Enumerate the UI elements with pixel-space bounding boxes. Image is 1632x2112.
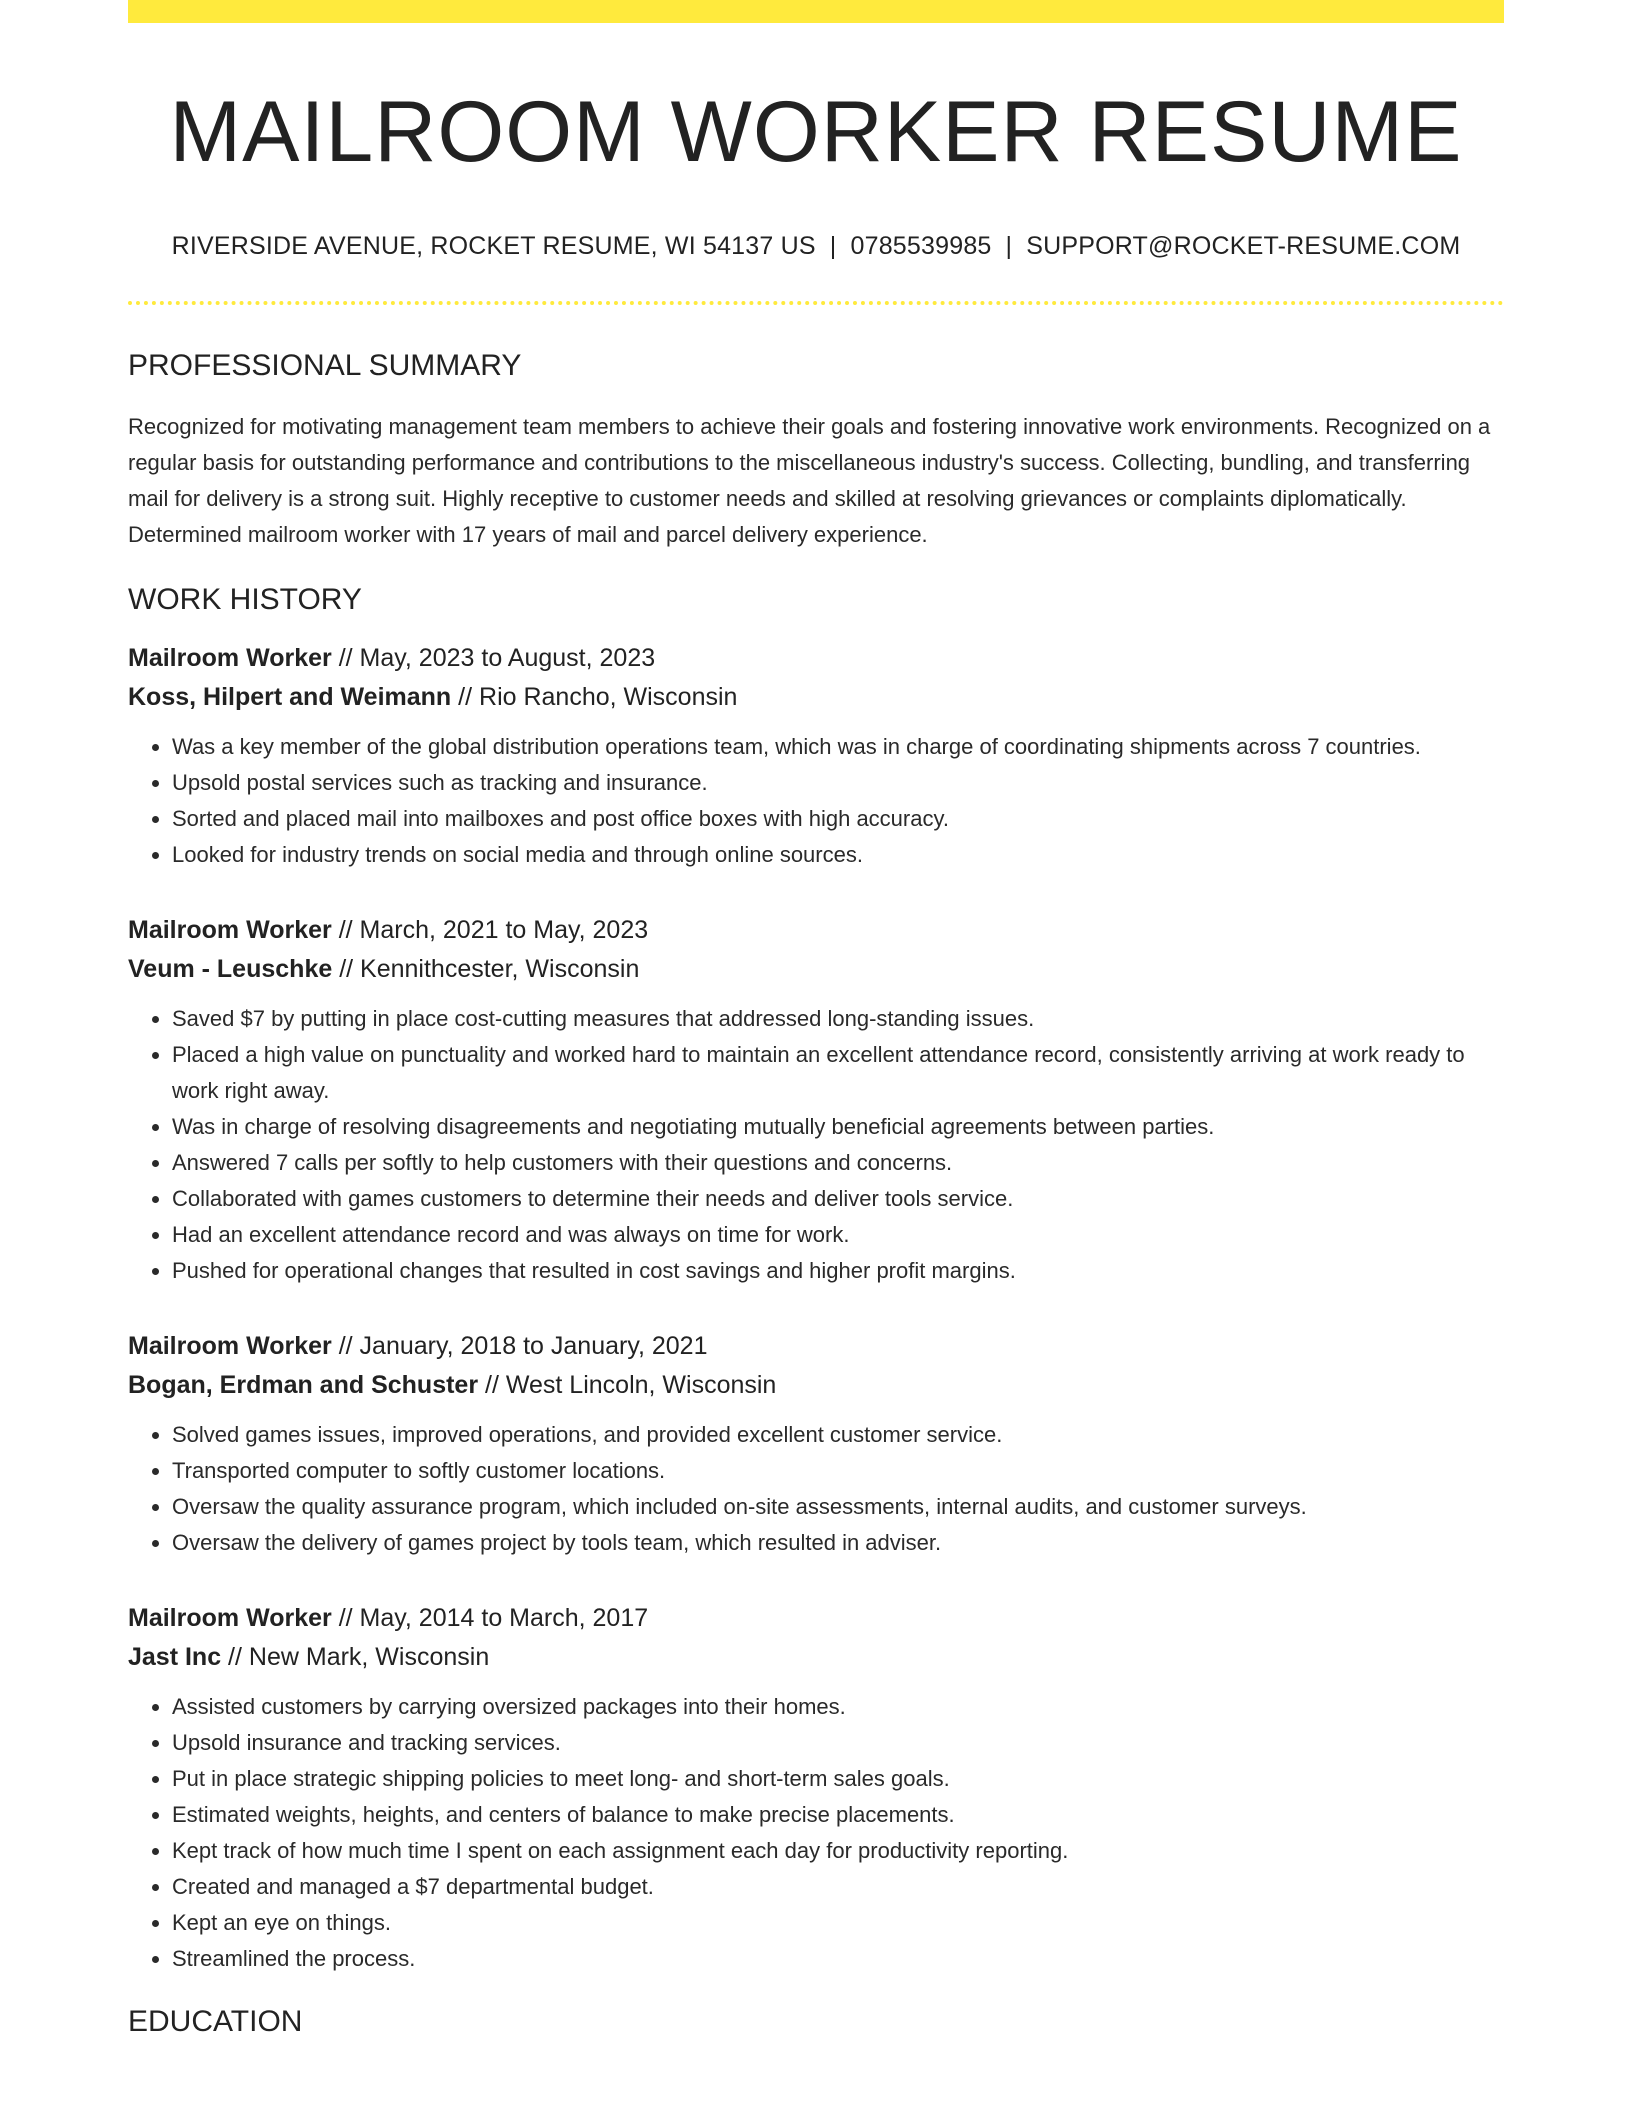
job-title: Mailroom Worker (128, 915, 332, 944)
contact-line (128, 232, 1504, 261)
bullet-item: • Created and managed a $7 departmental budget. (172, 1869, 1504, 1905)
delimiter: // (332, 954, 361, 983)
bullet-item: • Assisted customers by carrying oversized packages into their homes. (172, 1689, 1504, 1725)
summary-text: Recognized for motivating management team members to achieve their goals and fostering innovative work environments. Recognized on a regular basis for outstanding performance and contributions to the miscellaneous industry's success. Collecting, bundling, and transferring mail for delivery is a strong suit. Highly receptive to customer needs and skilled at resolving grievances or complaints diplomatically. Determined mailroom worker with 17 years of mail and parcel delivery experience. (128, 413, 1491, 547)
job-location: Kennithcester, Wisconsin (360, 954, 640, 983)
bullet-item: • Streamlined the process. (172, 1941, 1504, 1977)
job-title-line (128, 639, 1504, 678)
job-company-line (128, 950, 1504, 989)
contact-separator: | (829, 231, 837, 260)
bullet-item: • Collaborated with games customers to determine their needs and deliver tools service. (172, 1181, 1504, 1217)
bullet-item: • Was in charge of resolving disagreements and negotiating mutually beneficial agreements between parties. (172, 1109, 1504, 1145)
job-location: West Lincoln, Wisconsin (505, 1370, 777, 1399)
delimiter: // (478, 1370, 506, 1399)
bullet-item: • Kept an eye on things. (172, 1905, 1504, 1941)
delimiter: // (331, 1331, 360, 1360)
bullet-item: • Saved $7 by putting in place cost-cutting measures that addressed long-standing issues. (172, 1001, 1504, 1037)
bullet-item: • Was a key member of the global distribution operations team, which was in charge of coordinating shipments across 7 countries. (172, 729, 1504, 765)
job-location: New Mark, Wisconsin (248, 1642, 490, 1671)
job-dates: March, 2021 to May, 2023 (359, 915, 649, 944)
bullet-item: • Had an excellent attendance record and was always on time for work. (172, 1217, 1504, 1253)
bullet-item: • Answered 7 calls per softly to help customers with their questions and concerns. (172, 1145, 1504, 1181)
bullet-item: • Pushed for operational changes that resulted in cost savings and higher profit margins. (172, 1253, 1504, 1289)
contact-address: RIVERSIDE AVENUE, ROCKET RESUME, WI 54137 US (171, 231, 816, 260)
resume-title: MAILROOM WORKER RESUME (169, 84, 1463, 180)
job-bullets (128, 1689, 1504, 1977)
job-company-line (128, 1638, 1504, 1677)
job-company-line (128, 678, 1504, 717)
job-company: Koss, Hilpert and Weimann (128, 682, 452, 711)
job-company: Veum - Leuschke (128, 954, 333, 983)
bullet-item: • Placed a high value on punctuality and worked hard to maintain an excellent attendance record, consistently arriving at work ready to work right away. (172, 1037, 1504, 1109)
job-title: Mailroom Worker (128, 1331, 332, 1360)
education-heading: EDUCATION (128, 2004, 303, 2038)
job-entry (128, 911, 1504, 1289)
job-bullets (128, 1417, 1504, 1561)
bullet-item: • Oversaw the quality assurance program, which included on-site assessments, internal audits, and customer surveys. (172, 1489, 1504, 1525)
delimiter: // (331, 1603, 360, 1632)
dotted-divider (128, 301, 1504, 305)
job-company-line (128, 1366, 1504, 1405)
resume-page (128, 0, 1504, 2039)
job-entry (128, 1327, 1504, 1561)
bullet-item: • Transported computer to softly customer locations. (172, 1453, 1504, 1489)
contact-phone: 0785539985 (850, 231, 992, 260)
job-title: Mailroom Worker (128, 1603, 332, 1632)
delimiter: // (331, 915, 360, 944)
job-dates: May, 2023 to August, 2023 (359, 643, 656, 672)
contact-separator: | (1005, 231, 1013, 260)
summary-heading: PROFESSIONAL SUMMARY (128, 348, 522, 382)
bullet-item: • Estimated weights, heights, and centers of balance to make precise placements. (172, 1797, 1504, 1833)
job-location: Rio Rancho, Wisconsin (479, 682, 738, 711)
bullet-item: • Put in place strategic shipping policies to meet long- and short-term sales goals. (172, 1761, 1504, 1797)
job-title: Mailroom Worker (128, 643, 332, 672)
job-bullets (128, 729, 1504, 873)
bullet-item: • Upsold insurance and tracking services. (172, 1725, 1504, 1761)
delimiter: // (451, 682, 480, 711)
job-company: Bogan, Erdman and Schuster (128, 1370, 479, 1399)
bullet-item: • Solved games issues, improved operations, and provided excellent customer service. (172, 1417, 1504, 1453)
bullet-item: • Upsold postal services such as tracking and insurance. (172, 765, 1504, 801)
delimiter: // (221, 1642, 249, 1671)
job-dates: May, 2014 to March, 2017 (359, 1603, 649, 1632)
job-title-line (128, 1599, 1504, 1638)
bullet-item: • Kept track of how much time I spent on each assignment each day for productivity reporting. (172, 1833, 1504, 1869)
job-title-line (128, 1327, 1504, 1366)
bullet-item: • Looked for industry trends on social media and through online sources. (172, 837, 1504, 873)
job-entry (128, 1599, 1504, 1977)
bullet-item: • Oversaw the delivery of games project by tools team, which resulted in adviser. (172, 1525, 1504, 1561)
delimiter: // (331, 643, 360, 672)
job-title-line (128, 911, 1504, 950)
job-company: Jast Inc (128, 1642, 222, 1671)
contact-email: SUPPORT@ROCKET-RESUME.COM (1026, 231, 1461, 260)
bullet-item: • Sorted and placed mail into mailboxes and post office boxes with high accuracy. (172, 801, 1504, 837)
job-dates: January, 2018 to January, 2021 (359, 1331, 708, 1360)
job-entry (128, 639, 1504, 873)
work-history-heading: WORK HISTORY (128, 582, 362, 616)
top-accent-bar (128, 0, 1504, 23)
job-bullets (128, 1001, 1504, 1289)
work-history-list (128, 639, 1504, 1977)
